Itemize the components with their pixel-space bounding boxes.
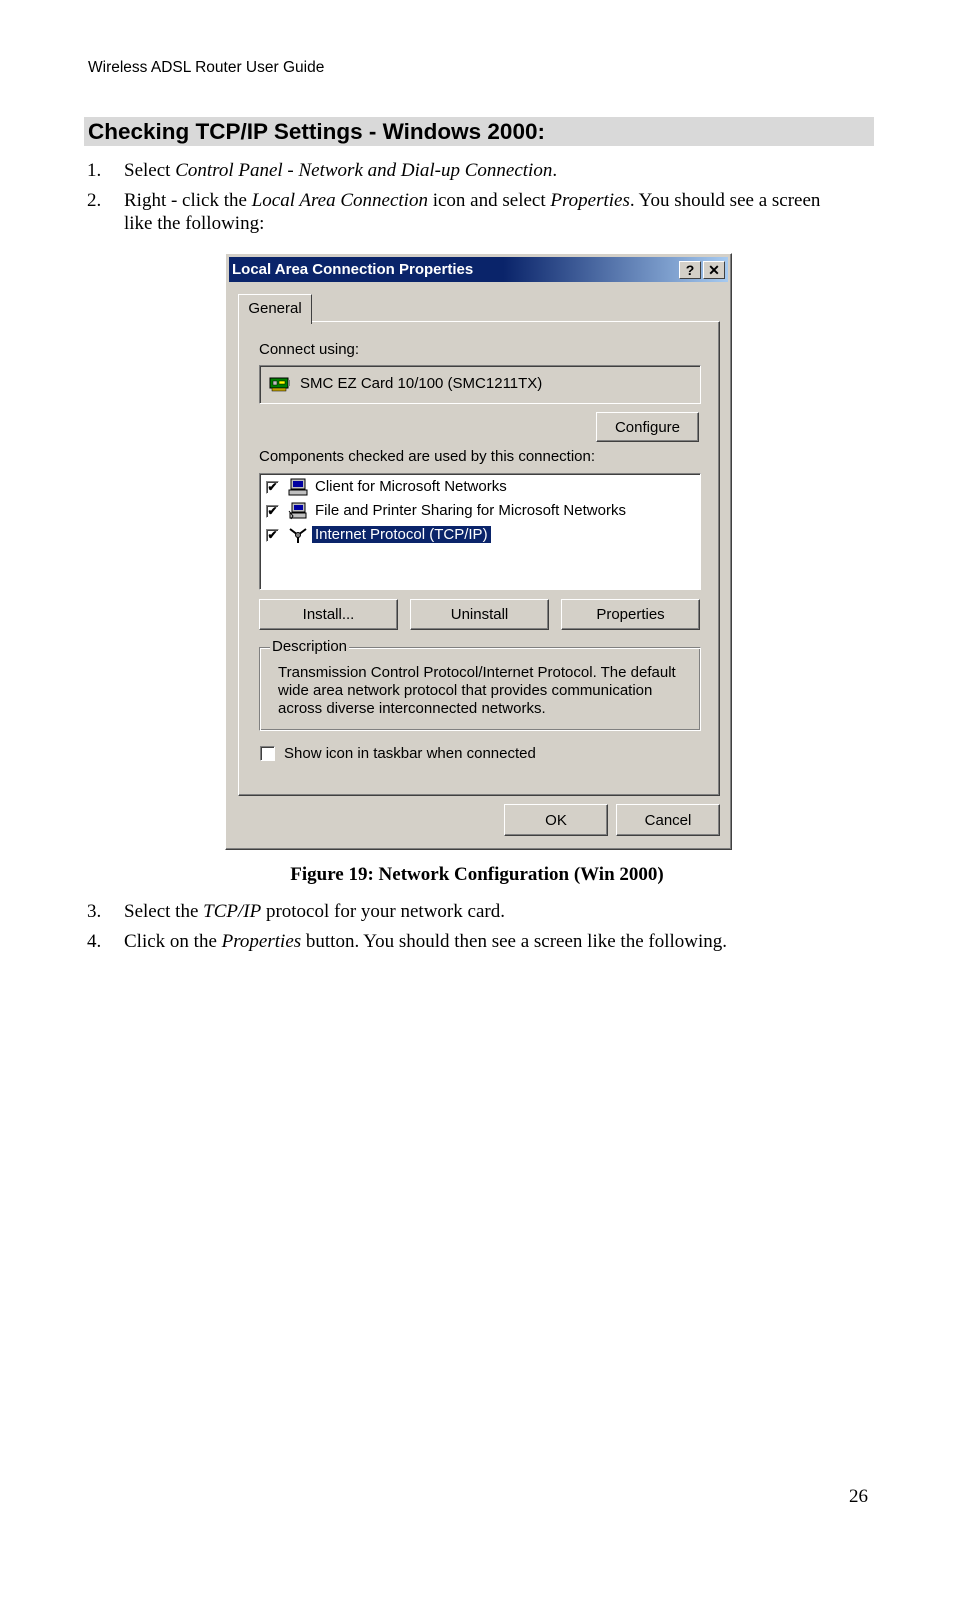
components-list[interactable] [259, 473, 701, 590]
show-icon-checkbox[interactable] [260, 746, 275, 761]
network-card-icon [269, 375, 291, 397]
help-button[interactable]: ? [679, 261, 701, 279]
step-text-part: button. You should then see a screen like the following. [301, 931, 728, 952]
step-text [124, 189, 844, 235]
step-number: 4. [87, 931, 102, 952]
close-button[interactable]: ✕ [703, 261, 725, 279]
section-heading: Checking TCP/IP Settings - Windows 2000: [84, 117, 874, 146]
network-protocol-icon [288, 526, 308, 544]
step-emphasis: TCP/IP [203, 901, 262, 922]
component-checkbox[interactable]: ✔ [267, 480, 278, 494]
general-tab-panel [238, 321, 720, 796]
properties-button[interactable]: Properties [561, 599, 700, 630]
step-text-part: . [552, 160, 558, 181]
step-text-part: Select [124, 160, 176, 181]
local-area-connection-properties-dialog [225, 253, 732, 850]
description-title: Description [272, 638, 348, 655]
step-text-part: Right - click the [124, 190, 252, 211]
cancel-button[interactable]: Cancel [616, 804, 720, 836]
step-emphasis: Properties [221, 931, 302, 952]
component-name: Client for Microsoft Networks [315, 478, 507, 495]
step-number: 1. [87, 160, 102, 181]
step-text-part: Select the [124, 901, 204, 922]
step-text [124, 900, 844, 923]
dialog-title: Local Area Connection Properties [232, 261, 474, 278]
install-button[interactable]: Install... [259, 599, 398, 630]
page-number: 26 [849, 1486, 868, 1507]
step-number: 3. [87, 901, 102, 922]
figure-caption: Figure 19: Network Configuration (Win 2000) [290, 864, 664, 885]
component-checkbox[interactable]: ✔ [267, 504, 278, 518]
step-text [124, 930, 844, 953]
show-icon-label: Show icon in taskbar when connected [284, 745, 536, 762]
configure-button[interactable]: Configure [596, 412, 699, 442]
step-text-part: icon and select [427, 190, 551, 211]
step-text-part: Click on the [124, 931, 222, 952]
adapter-field [259, 365, 701, 404]
components-label: Components checked are used by this connection: [259, 448, 596, 465]
description-group [259, 638, 701, 731]
step-text-part: . You should see a screen like the following: [124, 190, 821, 234]
step-emphasis: Properties [550, 190, 630, 211]
connect-using-label: Connect using: [259, 341, 360, 358]
tab-general[interactable]: General [238, 294, 312, 324]
adapter-name: SMC EZ Card 10/100 (SMC1211TX) [300, 375, 543, 392]
step-text [124, 159, 844, 182]
running-header: Wireless ADSL Router User Guide [88, 59, 325, 76]
step-text-part: protocol for your network card. [261, 901, 505, 922]
component-name: File and Printer Sharing for Microsoft Networks [315, 502, 626, 519]
ok-button[interactable]: OK [504, 804, 608, 836]
network-client-icon [288, 478, 308, 496]
dialog-titlebar [229, 257, 728, 282]
uninstall-button[interactable]: Uninstall [410, 599, 549, 630]
step-number: 2. [87, 190, 102, 211]
description-text: Transmission Control Protocol/Internet Protocol. The default wide area network protocol that provides communication across diverse interconnected networks. [278, 664, 676, 717]
step-emphasis: Control Panel - Network and Dial-up Connection [175, 160, 553, 181]
component-name: Internet Protocol (TCP/IP) [312, 526, 491, 543]
step-emphasis: Local Area Connection [251, 190, 428, 211]
file-printer-sharing-icon [288, 502, 308, 520]
component-checkbox[interactable]: ✔ [267, 528, 278, 542]
